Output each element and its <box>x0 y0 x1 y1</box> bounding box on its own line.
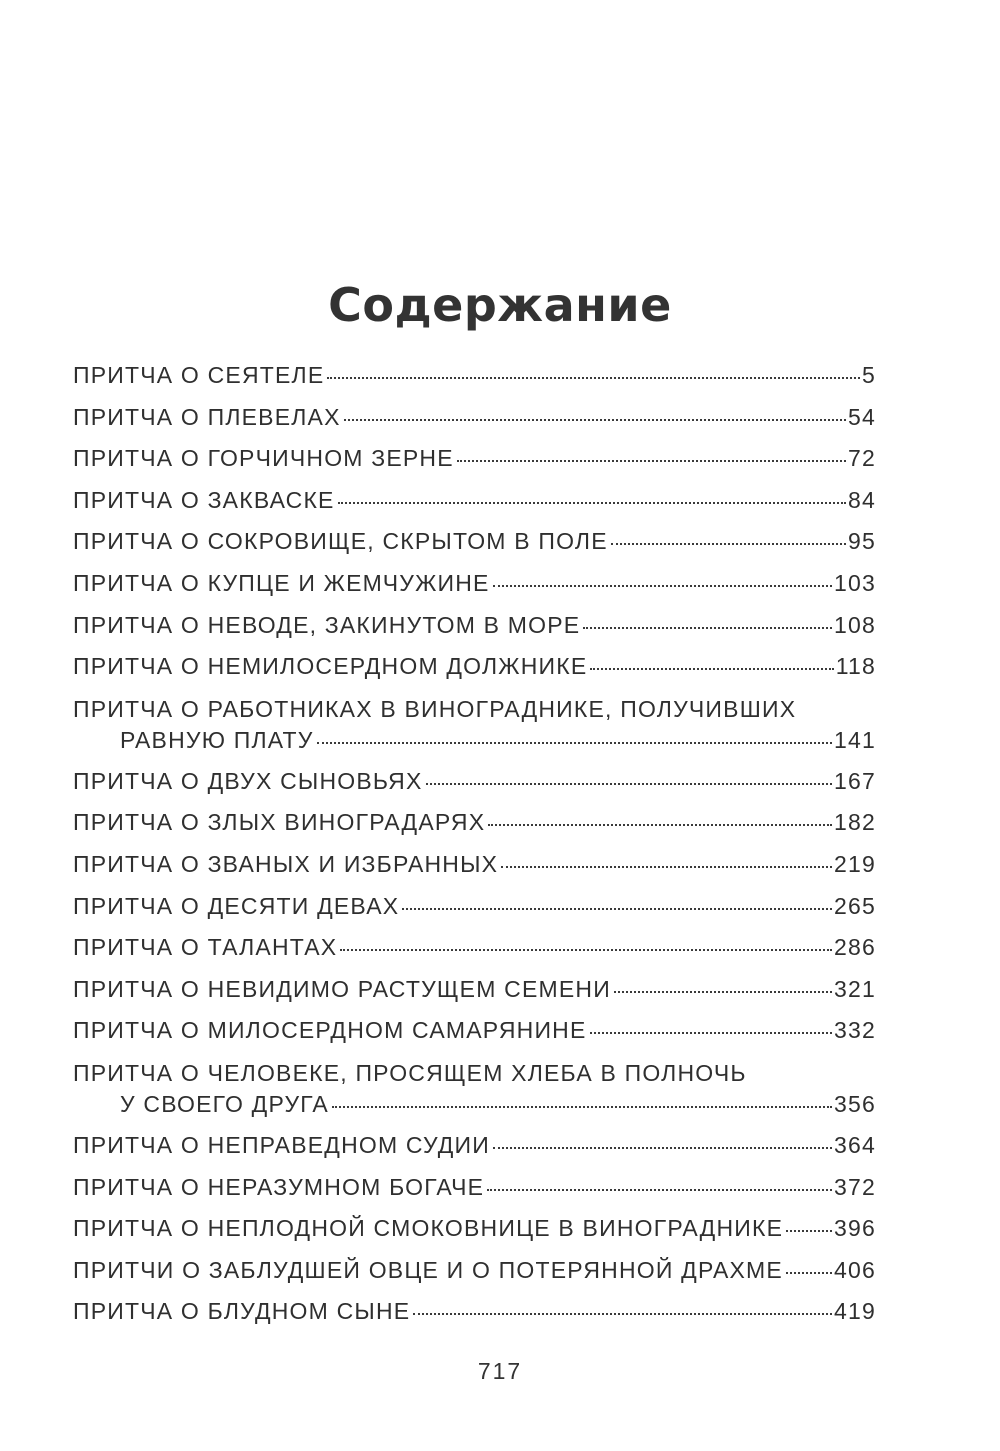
toc-entry <box>73 563 876 605</box>
dot-leader <box>413 1312 832 1315</box>
toc-entry-page: 167 <box>834 767 876 794</box>
toc-entry <box>73 355 876 397</box>
dot-leader <box>457 459 846 462</box>
toc-entry-title: ПРИТЧА О РАБОТНИКАХ В ВИНОГРАДНИКЕ, ПОЛУЧИВШИХ <box>73 695 797 722</box>
toc-entry <box>73 438 876 480</box>
toc-entry-title: ПРИТЧА О ГОРЧИЧНОМ ЗЕРНЕ <box>73 445 454 472</box>
toc-entry <box>73 1125 876 1167</box>
toc-entry-page: 419 <box>834 1298 876 1325</box>
toc-entry-title: ПРИТЧА О СЕЯТЕЛЕ <box>73 362 325 388</box>
toc-entry-page: 141 <box>834 726 876 753</box>
dot-leader <box>590 667 833 670</box>
toc-entry-title-continued: У СВОЕГО ДРУГА <box>120 1090 329 1117</box>
toc-entry-title: ПРИТЧА О НЕМИЛОСЕРДНОМ ДОЛЖНИКЕ <box>73 653 588 680</box>
dot-leader <box>493 584 832 587</box>
toc-entry-title: ПРИТЧА О НЕВИДИМО РАСТУЩЕМ СЕМЕНИ <box>73 975 611 1002</box>
toc-entry <box>73 886 876 928</box>
dot-leader <box>786 1271 832 1274</box>
toc-entry-page: 356 <box>834 1090 876 1117</box>
dot-leader <box>488 823 832 826</box>
dot-leader <box>786 1229 832 1232</box>
toc-entry <box>73 1208 876 1250</box>
toc-entry <box>73 927 876 969</box>
toc-entry <box>73 761 876 803</box>
toc-entry-page: 5 <box>862 362 876 388</box>
toc-entry <box>73 969 876 1011</box>
toc-entry-title: ПРИТЧА О НЕПЛОДНОЙ СМОКОВНИЦЕ В ВИНОГРАДНИКЕ <box>73 1215 784 1242</box>
toc-entry-page: 406 <box>834 1256 876 1283</box>
toc-entry-page: 364 <box>834 1131 876 1158</box>
table-of-contents <box>73 355 876 1333</box>
toc-entry-page: 118 <box>835 653 876 680</box>
toc-entry <box>73 605 876 647</box>
toc-entry-page: 54 <box>848 403 876 430</box>
toc-entry-page: 84 <box>848 486 876 513</box>
toc-entry <box>73 1010 876 1052</box>
toc-entry <box>73 844 876 886</box>
page-number: 717 <box>477 1358 523 1384</box>
toc-entry <box>73 521 876 563</box>
toc-entry-title: ПРИТЧА О ЗАКВАСКЕ <box>73 486 335 513</box>
toc-entry-title: ПРИТЧА О БЛУДНОМ СЫНЕ <box>73 1298 411 1325</box>
toc-entry-title: ПРИТЧА О ДВУХ СЫНОВЬЯХ <box>73 767 423 794</box>
toc-entry-title: ПРИТЧА О ЗЛЫХ ВИНОГРАДАРЯХ <box>73 809 486 836</box>
toc-entry-page: 265 <box>834 892 876 919</box>
toc-entry <box>73 1291 876 1333</box>
page-title: Содержание <box>328 278 672 332</box>
toc-entry-title: ПРИТЧА О СОКРОВИЩЕ, СКРЫТОМ В ПОЛЕ <box>73 528 608 555</box>
dot-leader <box>426 782 833 785</box>
toc-entry <box>73 397 876 439</box>
toc-entry-title: ПРИТЧА О ТАЛАНТАХ <box>73 934 338 961</box>
toc-entry-page: 372 <box>834 1173 876 1200</box>
dot-leader <box>611 542 846 545</box>
toc-entry <box>73 1167 876 1209</box>
toc-entry-title: ПРИТЧИ О ЗАБЛУДШЕЙ ОВЦЕ И О ПОТЕРЯННОЙ ДРАХМЕ <box>73 1256 783 1283</box>
toc-entry-page: 396 <box>834 1215 876 1242</box>
dot-leader <box>487 1188 832 1191</box>
dot-leader <box>493 1146 832 1149</box>
toc-entry <box>73 646 876 688</box>
toc-entry-title: ПРИТЧА О ЗВАНЫХ И ИЗБРАННЫХ <box>73 850 499 877</box>
toc-entry <box>73 1250 876 1292</box>
toc-entry <box>73 480 876 522</box>
toc-entry-page: 108 <box>834 611 876 638</box>
toc-entry-title: ПРИТЧА О МИЛОСЕРДНОМ САМАРЯНИНЕ <box>73 1017 587 1044</box>
toc-entry-page: 219 <box>834 850 876 877</box>
dot-leader <box>590 1031 832 1034</box>
toc-entry-page: 332 <box>834 1017 876 1044</box>
dot-leader <box>340 948 832 951</box>
toc-entry-page: 95 <box>848 528 876 555</box>
toc-entry-title: ПРИТЧА О КУПЦЕ И ЖЕМЧУЖИНЕ <box>73 569 490 596</box>
toc-entry-page: 182 <box>834 809 876 836</box>
toc-entry <box>73 688 876 761</box>
toc-entry-title: ПРИТЧА О НЕВОДЕ, ЗАКИНУТОМ В МОРЕ <box>73 611 581 638</box>
dot-leader <box>501 865 832 868</box>
toc-entry-page: 103 <box>834 569 876 596</box>
dot-leader <box>583 626 832 629</box>
toc-entry-title: ПРИТЧА О ПЛЕВЕЛАХ <box>73 403 341 430</box>
toc-entry <box>73 1052 876 1125</box>
dot-leader <box>344 418 846 421</box>
toc-entry-title-continued: РАВНУЮ ПЛАТУ <box>120 726 314 753</box>
dot-leader <box>332 1105 832 1108</box>
toc-entry-page: 72 <box>848 445 876 472</box>
dot-leader <box>317 741 832 744</box>
toc-entry-title: ПРИТЧА О ДЕСЯТИ ДЕВАХ <box>73 892 400 919</box>
dot-leader <box>327 376 860 379</box>
toc-entry <box>73 802 876 844</box>
toc-entry-page: 286 <box>834 934 876 961</box>
dot-leader <box>402 907 832 910</box>
dot-leader <box>338 501 846 504</box>
dot-leader <box>614 990 832 993</box>
toc-entry-title: ПРИТЧА О НЕРАЗУМНОМ БОГАЧЕ <box>73 1173 485 1200</box>
toc-entry-title: ПРИТЧА О ЧЕЛОВЕКЕ, ПРОСЯЩЕМ ХЛЕБА В ПОЛНОЧЬ <box>73 1059 747 1086</box>
toc-entry-page: 321 <box>834 975 876 1002</box>
toc-entry-title: ПРИТЧА О НЕПРАВЕДНОМ СУДИИ <box>73 1131 490 1158</box>
